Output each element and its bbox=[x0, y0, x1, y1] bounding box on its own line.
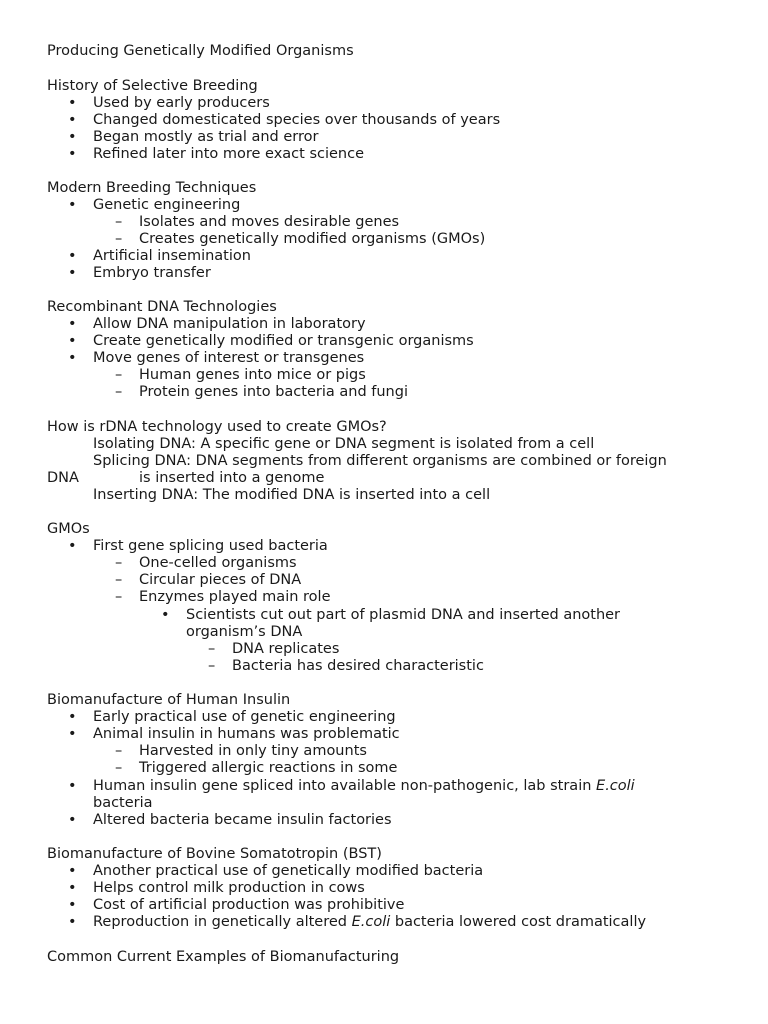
list-item-reproduction bbox=[93, 914, 646, 931]
dash-icon: – bbox=[115, 367, 123, 383]
dash-icon: – bbox=[208, 641, 216, 657]
list-item: Began mostly as trial and error bbox=[93, 129, 319, 145]
sub-list-item: Triggered allergic reactions in some bbox=[139, 760, 398, 776]
bullet-icon: • bbox=[68, 778, 77, 794]
dash-icon: – bbox=[115, 743, 123, 759]
list-item-insulin-gene bbox=[93, 778, 635, 795]
organism-name: E.coli bbox=[596, 778, 635, 794]
dash-icon: – bbox=[208, 658, 216, 674]
list-item-text: Reproduction in genetically altered bbox=[93, 914, 352, 930]
dash-icon: – bbox=[115, 231, 123, 247]
bullet-icon: • bbox=[68, 316, 77, 332]
dash-icon: – bbox=[115, 760, 123, 776]
sub-sub-sub-list-item: DNA replicates bbox=[232, 641, 340, 657]
list-item: Helps control milk production in cows bbox=[93, 880, 365, 896]
section-heading-common-examples: Common Current Examples of Biomanufacturing bbox=[47, 949, 400, 965]
paragraph-splicing: Splicing DNA: DNA segments from different organisms are combined or foreign bbox=[93, 453, 667, 469]
list-item: Embryo transfer bbox=[93, 265, 211, 281]
bullet-icon: • bbox=[68, 146, 77, 162]
sub-list-item: Protein genes into bacteria and fungi bbox=[139, 384, 408, 400]
bullet-icon: • bbox=[68, 350, 77, 366]
sub-list-item: Human genes into mice or pigs bbox=[139, 367, 366, 383]
list-item: Genetic engineering bbox=[93, 197, 241, 213]
bullet-icon: • bbox=[68, 812, 77, 828]
section-heading-selective-breeding: History of Selective Breeding bbox=[47, 78, 258, 94]
section-heading-modern-breeding: Modern Breeding Techniques bbox=[47, 180, 257, 196]
sub-sub-list-item-continued: organism’s DNA bbox=[186, 624, 303, 640]
sub-list-item: One-celled organisms bbox=[139, 555, 297, 571]
list-item-text: bacteria lowered cost dramatically bbox=[390, 914, 647, 930]
bullet-icon: • bbox=[161, 607, 170, 623]
paragraph-inserting: Inserting DNA: The modified DNA is inserted into a cell bbox=[93, 487, 491, 503]
list-item: Cost of artificial production was prohibitive bbox=[93, 897, 405, 913]
organism-name: E.coli bbox=[351, 914, 391, 930]
bullet-icon: • bbox=[68, 709, 77, 725]
list-item: Refined later into more exact science bbox=[93, 146, 365, 162]
list-item: Changed domesticated species over thousands of years bbox=[93, 112, 501, 128]
bullet-icon: • bbox=[68, 538, 77, 554]
sub-list-item: Isolates and moves desirable genes bbox=[139, 214, 400, 230]
dash-icon: – bbox=[115, 214, 123, 230]
section-heading-gmos: GMOs bbox=[47, 521, 90, 537]
bullet-icon: • bbox=[68, 880, 77, 896]
document-title: Producing Genetically Modified Organisms bbox=[47, 43, 354, 59]
bullet-icon: • bbox=[68, 726, 77, 742]
section-heading-bst: Biomanufacture of Bovine Somatotropin (BST) bbox=[47, 846, 382, 862]
bullet-icon: • bbox=[68, 914, 77, 930]
list-item-text: Human insulin gene spliced into available non-pathogenic, lab strain bbox=[93, 778, 597, 794]
section-heading-rdna-gmos: How is rDNA technology used to create GMOs? bbox=[47, 419, 387, 435]
bullet-icon: • bbox=[68, 95, 77, 111]
section-heading-insulin: Biomanufacture of Human Insulin bbox=[47, 692, 291, 708]
bullet-icon: • bbox=[68, 265, 77, 281]
sub-list-item: Circular pieces of DNA bbox=[139, 572, 302, 588]
list-item: Altered bacteria became insulin factories bbox=[93, 812, 392, 828]
sub-list-item: Creates genetically modified organisms (GMOs) bbox=[139, 231, 486, 247]
list-item: Used by early producers bbox=[93, 95, 270, 111]
dash-icon: – bbox=[115, 589, 123, 605]
bullet-icon: • bbox=[68, 112, 77, 128]
list-item: Animal insulin in humans was problematic bbox=[93, 726, 400, 742]
list-item: Create genetically modified or transgenic organisms bbox=[93, 333, 474, 349]
list-item: Allow DNA manipulation in laboratory bbox=[93, 316, 366, 332]
bullet-icon: • bbox=[68, 129, 77, 145]
paragraph-splicing-continued: is inserted into a genome bbox=[139, 470, 325, 486]
bullet-icon: • bbox=[68, 863, 77, 879]
list-item: Another practical use of genetically modified bacteria bbox=[93, 863, 484, 879]
dash-icon: – bbox=[115, 384, 123, 400]
dash-icon: – bbox=[115, 555, 123, 571]
bullet-icon: • bbox=[68, 197, 77, 213]
sub-sub-list-item: Scientists cut out part of plasmid DNA and inserted another bbox=[186, 607, 621, 623]
sub-list-item: Harvested in only tiny amounts bbox=[139, 743, 367, 759]
bullet-icon: • bbox=[68, 897, 77, 913]
bullet-icon: • bbox=[68, 333, 77, 349]
list-item: Move genes of interest or transgenes bbox=[93, 350, 365, 366]
paragraph-splicing-continued-prefix: DNA bbox=[47, 470, 79, 486]
list-item: Early practical use of genetic engineering bbox=[93, 709, 396, 725]
paragraph-isolating: Isolating DNA: A specific gene or DNA segment is isolated from a cell bbox=[93, 436, 595, 452]
list-item: First gene splicing used bacteria bbox=[93, 538, 328, 554]
dash-icon: – bbox=[115, 572, 123, 588]
sub-sub-sub-list-item: Bacteria has desired characteristic bbox=[232, 658, 484, 674]
list-item-continued: bacteria bbox=[93, 795, 153, 811]
bullet-icon: • bbox=[68, 248, 77, 264]
section-heading-recombinant-dna: Recombinant DNA Technologies bbox=[47, 299, 277, 315]
sub-list-item: Enzymes played main role bbox=[139, 589, 331, 605]
list-item: Artificial insemination bbox=[93, 248, 251, 264]
